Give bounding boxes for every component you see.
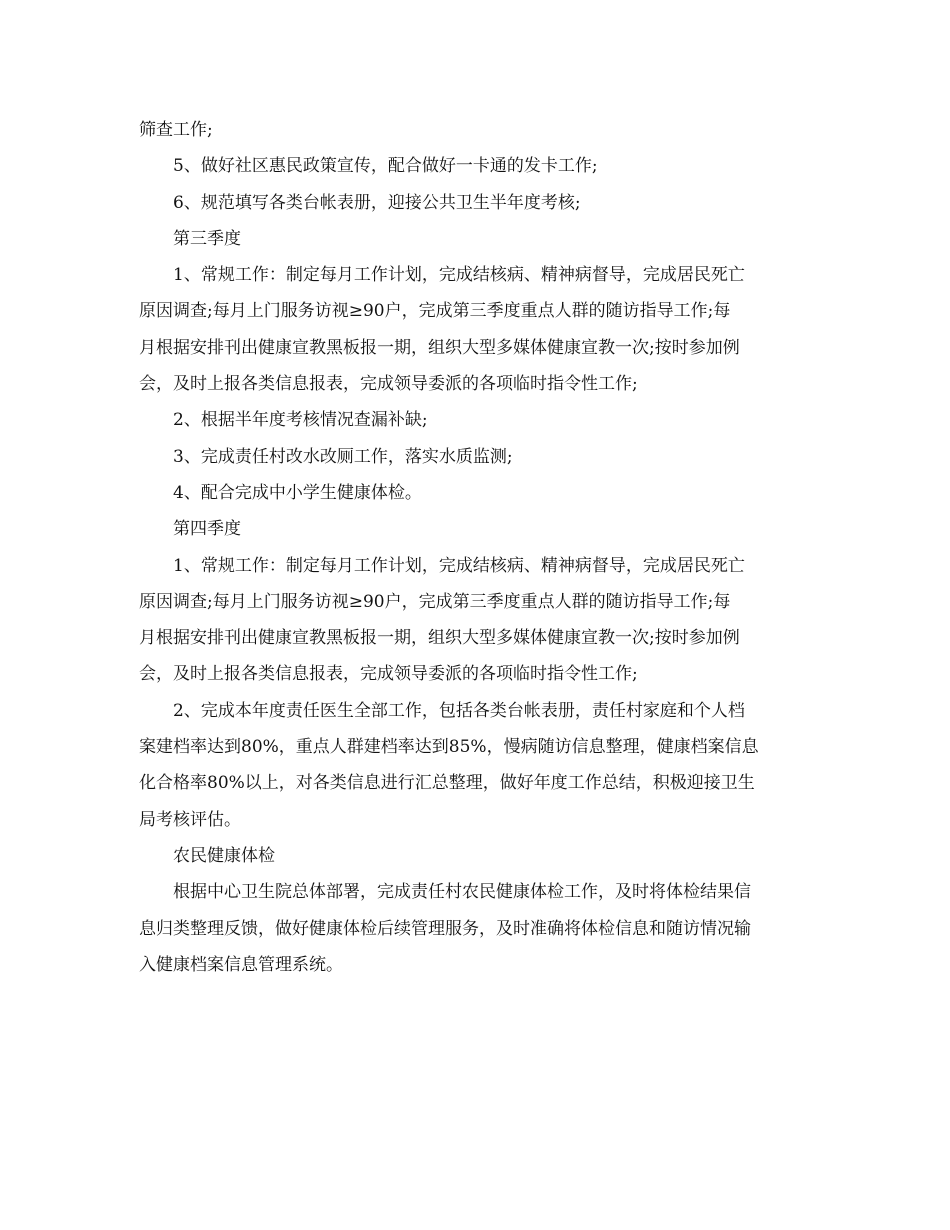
q4-item-1-line-1: 1、常规工作：制定每月工作计划，完成结核病、精神病督导，完成居民死亡 bbox=[173, 555, 745, 576]
q3-item-1-line-1: 1、常规工作：制定每月工作计划，完成结核病、精神病督导，完成居民死亡 bbox=[173, 265, 745, 286]
section-heading-q4: 第四季度 bbox=[173, 519, 241, 540]
q3-item-4: 4、配合完成中小学生健康体检。 bbox=[173, 482, 422, 503]
q3-item-1-line-2: 原因调查;每月上门服务访视≥90户，完成第三季度重点人群的随访指导工作;每 bbox=[139, 301, 731, 322]
q4-item-2-line-1: 2、完成本年度责任医生全部工作，包括各类台帐表册，责任村家庭和个人档 bbox=[173, 700, 745, 721]
health-check-para-line-2: 息归类整理反馈，做好健康体检后续管理服务，及时准确将体检信息和随访情况输 bbox=[139, 918, 751, 939]
section-heading-q3: 第三季度 bbox=[173, 228, 241, 249]
q4-item-2-line-3: 化合格率80%以上，对各类信息进行汇总整理，做好年度工作总结，积极迎接卫生 bbox=[139, 773, 755, 794]
q4-item-1-line-3: 月根据安排刊出健康宣教黑板报一期，组织大型多媒体健康宣教一次;按时参加例 bbox=[139, 628, 740, 649]
q3-item-2: 2、根据半年度考核情况查漏补缺; bbox=[173, 410, 428, 431]
q4-item-1-line-4: 会，及时上报各类信息报表，完成领导委派的各项临时指令性工作; bbox=[139, 664, 638, 685]
text-line: 筛查工作; bbox=[139, 120, 213, 140]
q4-item-2-line-4: 局考核评估。 bbox=[139, 809, 241, 830]
section-heading-health-check: 农民健康体检 bbox=[173, 845, 275, 866]
list-item-5: 5、做好社区惠民政策宣传，配合做好一卡通的发卡工作; bbox=[173, 156, 598, 177]
q4-item-2-line-2: 案建档率达到80%，重点人群建档率达到85%，慢病随访信息整理，健康档案信息 bbox=[139, 737, 759, 758]
q3-item-1-line-4: 会，及时上报各类信息报表，完成领导委派的各项临时指令性工作; bbox=[139, 374, 638, 395]
document-body bbox=[139, 112, 811, 983]
q3-item-1-line-3: 月根据安排刊出健康宣教黑板报一期，组织大型多媒体健康宣教一次;按时参加例 bbox=[139, 337, 740, 358]
health-check-para-line-1: 根据中心卫生院总体部署，完成责任村农民健康体检工作，及时将体检结果信 bbox=[173, 882, 751, 903]
list-item-6: 6、规范填写各类台帐表册，迎接公共卫生半年度考核; bbox=[173, 192, 581, 213]
q3-item-3: 3、完成责任村改水改厕工作，落实水质监测; bbox=[173, 446, 513, 467]
health-check-para-line-3: 入健康档案信息管理系统。 bbox=[139, 954, 343, 975]
q4-item-1-line-2: 原因调查;每月上门服务访视≥90户，完成第三季度重点人群的随访指导工作;每 bbox=[139, 591, 731, 612]
